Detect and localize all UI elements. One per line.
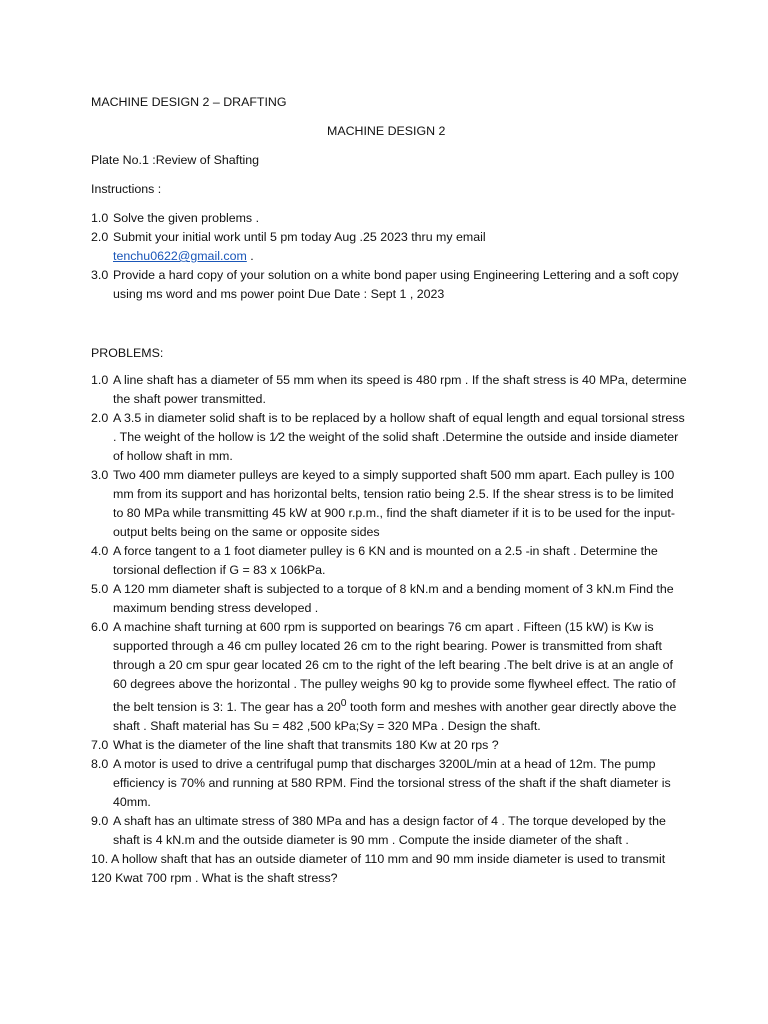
problem-text: A motor is used to drive a centrifugal pump that discharges 3200L/min at a head of 12m. The pump efficiency is 70% and running at 580 RPM. Find the torsional stress of the shaft if the shaft diameter is 40mm.	[113, 757, 671, 810]
problem-text-cont: tooth form and meshes with another gear directly above the shaft . Shaft material has Su = 482 ,500 kPa;Sy = 320 MPa . Design the shaft.	[113, 700, 677, 734]
plate-title: Plate No.1 :Review of Shafting	[91, 153, 260, 167]
problem-item	[91, 466, 687, 542]
problem-text-block	[113, 618, 687, 736]
problem-item	[91, 409, 687, 466]
instruction-item	[91, 209, 691, 228]
problem-item	[91, 618, 687, 736]
problem-item	[91, 542, 687, 580]
problem-10-text: 10. A hollow shaft that has an outside diameter of 110 mm and 90 mm inside diameter is used to transmit 120 Kwat 700 rpm . What is the shaft stress?	[91, 852, 666, 885]
instructions-list	[91, 209, 691, 304]
problems-heading: PROBLEMS:	[91, 346, 164, 360]
problem-item	[91, 755, 687, 812]
problem-text: Two 400 mm diameter pulleys are keyed to a simply supported shaft 500 mm apart. Each pulley is 100 mm from its support and has horizontal belts, tension ratio being 2.5. If the shear stress is to be limited to 80 MPa while transmitting 45 kW at 900 r.p.m., find the shaft diameter if it is to be used for the input-output belts being on the same or opposite sides	[113, 468, 675, 539]
problem-number: 6.0	[91, 620, 109, 634]
problem-number: 3.0	[91, 468, 109, 482]
problem-number: 9.0	[91, 814, 109, 829]
problem-text: A machine shaft turning at 600 rpm is supported on bearings 76 cm apart . Fifteen (15 kW) is Kw is supported through a 46 cm pulley located 26 cm to the right bearing. Power is transmitted from shaft through a 20 cm spur gear located 26 cm to the right of the left bearing .The belt drive is at an angle of 60 degrees above the horizontal . The pulley weighs 90 kg to provide some flywheel effect. The ratio of the belt tension is 3: 1. The gear has a 20	[113, 620, 676, 715]
instruction-text: Submit your initial work until 5 pm today Aug .25 2023 thru my email	[113, 230, 486, 244]
instruction-number: 1.0	[91, 211, 109, 225]
email-link[interactable]: tenchu0622@gmail.com	[113, 249, 247, 263]
instruction-text-block	[113, 228, 691, 266]
problem-item	[91, 736, 687, 755]
problems-list	[91, 371, 687, 850]
problem-item	[91, 371, 687, 409]
problem-text: A 120 mm diameter shaft is subjected to a torque of 8 kN.m and a bending moment of 3 kN.m Find the maximum bending stress developed .	[113, 582, 674, 615]
instruction-text-end: .	[246, 249, 254, 263]
instruction-text: Solve the given problems .	[113, 211, 260, 225]
instruction-number: 3.0	[91, 268, 109, 282]
document-title: MACHINE DESIGN 2	[327, 124, 446, 138]
problem-text: A force tangent to a 1 foot diameter pulley is 6 KN and is mounted on a 2.5 -in shaft . Determine the torsional deflection if G = 83 x 106kPa.	[113, 544, 658, 577]
problem-text: A line shaft has a diameter of 55 mm when its speed is 480 rpm . If the shaft stress is 40 MPa, determine the shaft power transmitted.	[113, 373, 687, 406]
problem-text: What is the diameter of the line shaft that transmits 180 Kw at 20 rps ?	[113, 738, 499, 753]
problem-item	[91, 580, 687, 618]
problem-number: 7.0	[91, 738, 109, 753]
problem-number: 2.0	[91, 411, 109, 425]
problem-number: 4.0	[91, 544, 109, 558]
problem-number: 8.0	[91, 757, 109, 772]
problem-item	[91, 812, 687, 850]
instructions-heading: Instructions :	[91, 182, 162, 196]
problem-text: A shaft has an ultimate stress of 380 MPa and has a design factor of 4 . The torque developed by the shaft is 4 kN.m and the outside diameter is 90 mm . Compute the inside diameter of the shaft .	[113, 814, 666, 848]
problem-text: A 3.5 in diameter solid shaft is to be replaced by a hollow shaft of equal length and equal torsional stress . The weight of the hollow is 1⁄2 the weight of the solid shaft .Determine the outside and inside diameter of hollow shaft in mm.	[113, 411, 685, 463]
instruction-text: Provide a hard copy of your solution on a white bond paper using Engineering Lettering and a soft copy using ms word and ms power point Due Date : Sept 1 , 2023	[113, 268, 679, 301]
instruction-item	[91, 266, 691, 304]
degree-superscript: 0	[340, 698, 347, 709]
problem-number: 5.0	[91, 582, 109, 596]
instruction-number: 2.0	[91, 230, 109, 244]
problem-number: 1.0	[91, 373, 109, 387]
instruction-item	[91, 228, 691, 266]
course-heading: MACHINE DESIGN 2 – DRAFTING	[91, 95, 287, 109]
